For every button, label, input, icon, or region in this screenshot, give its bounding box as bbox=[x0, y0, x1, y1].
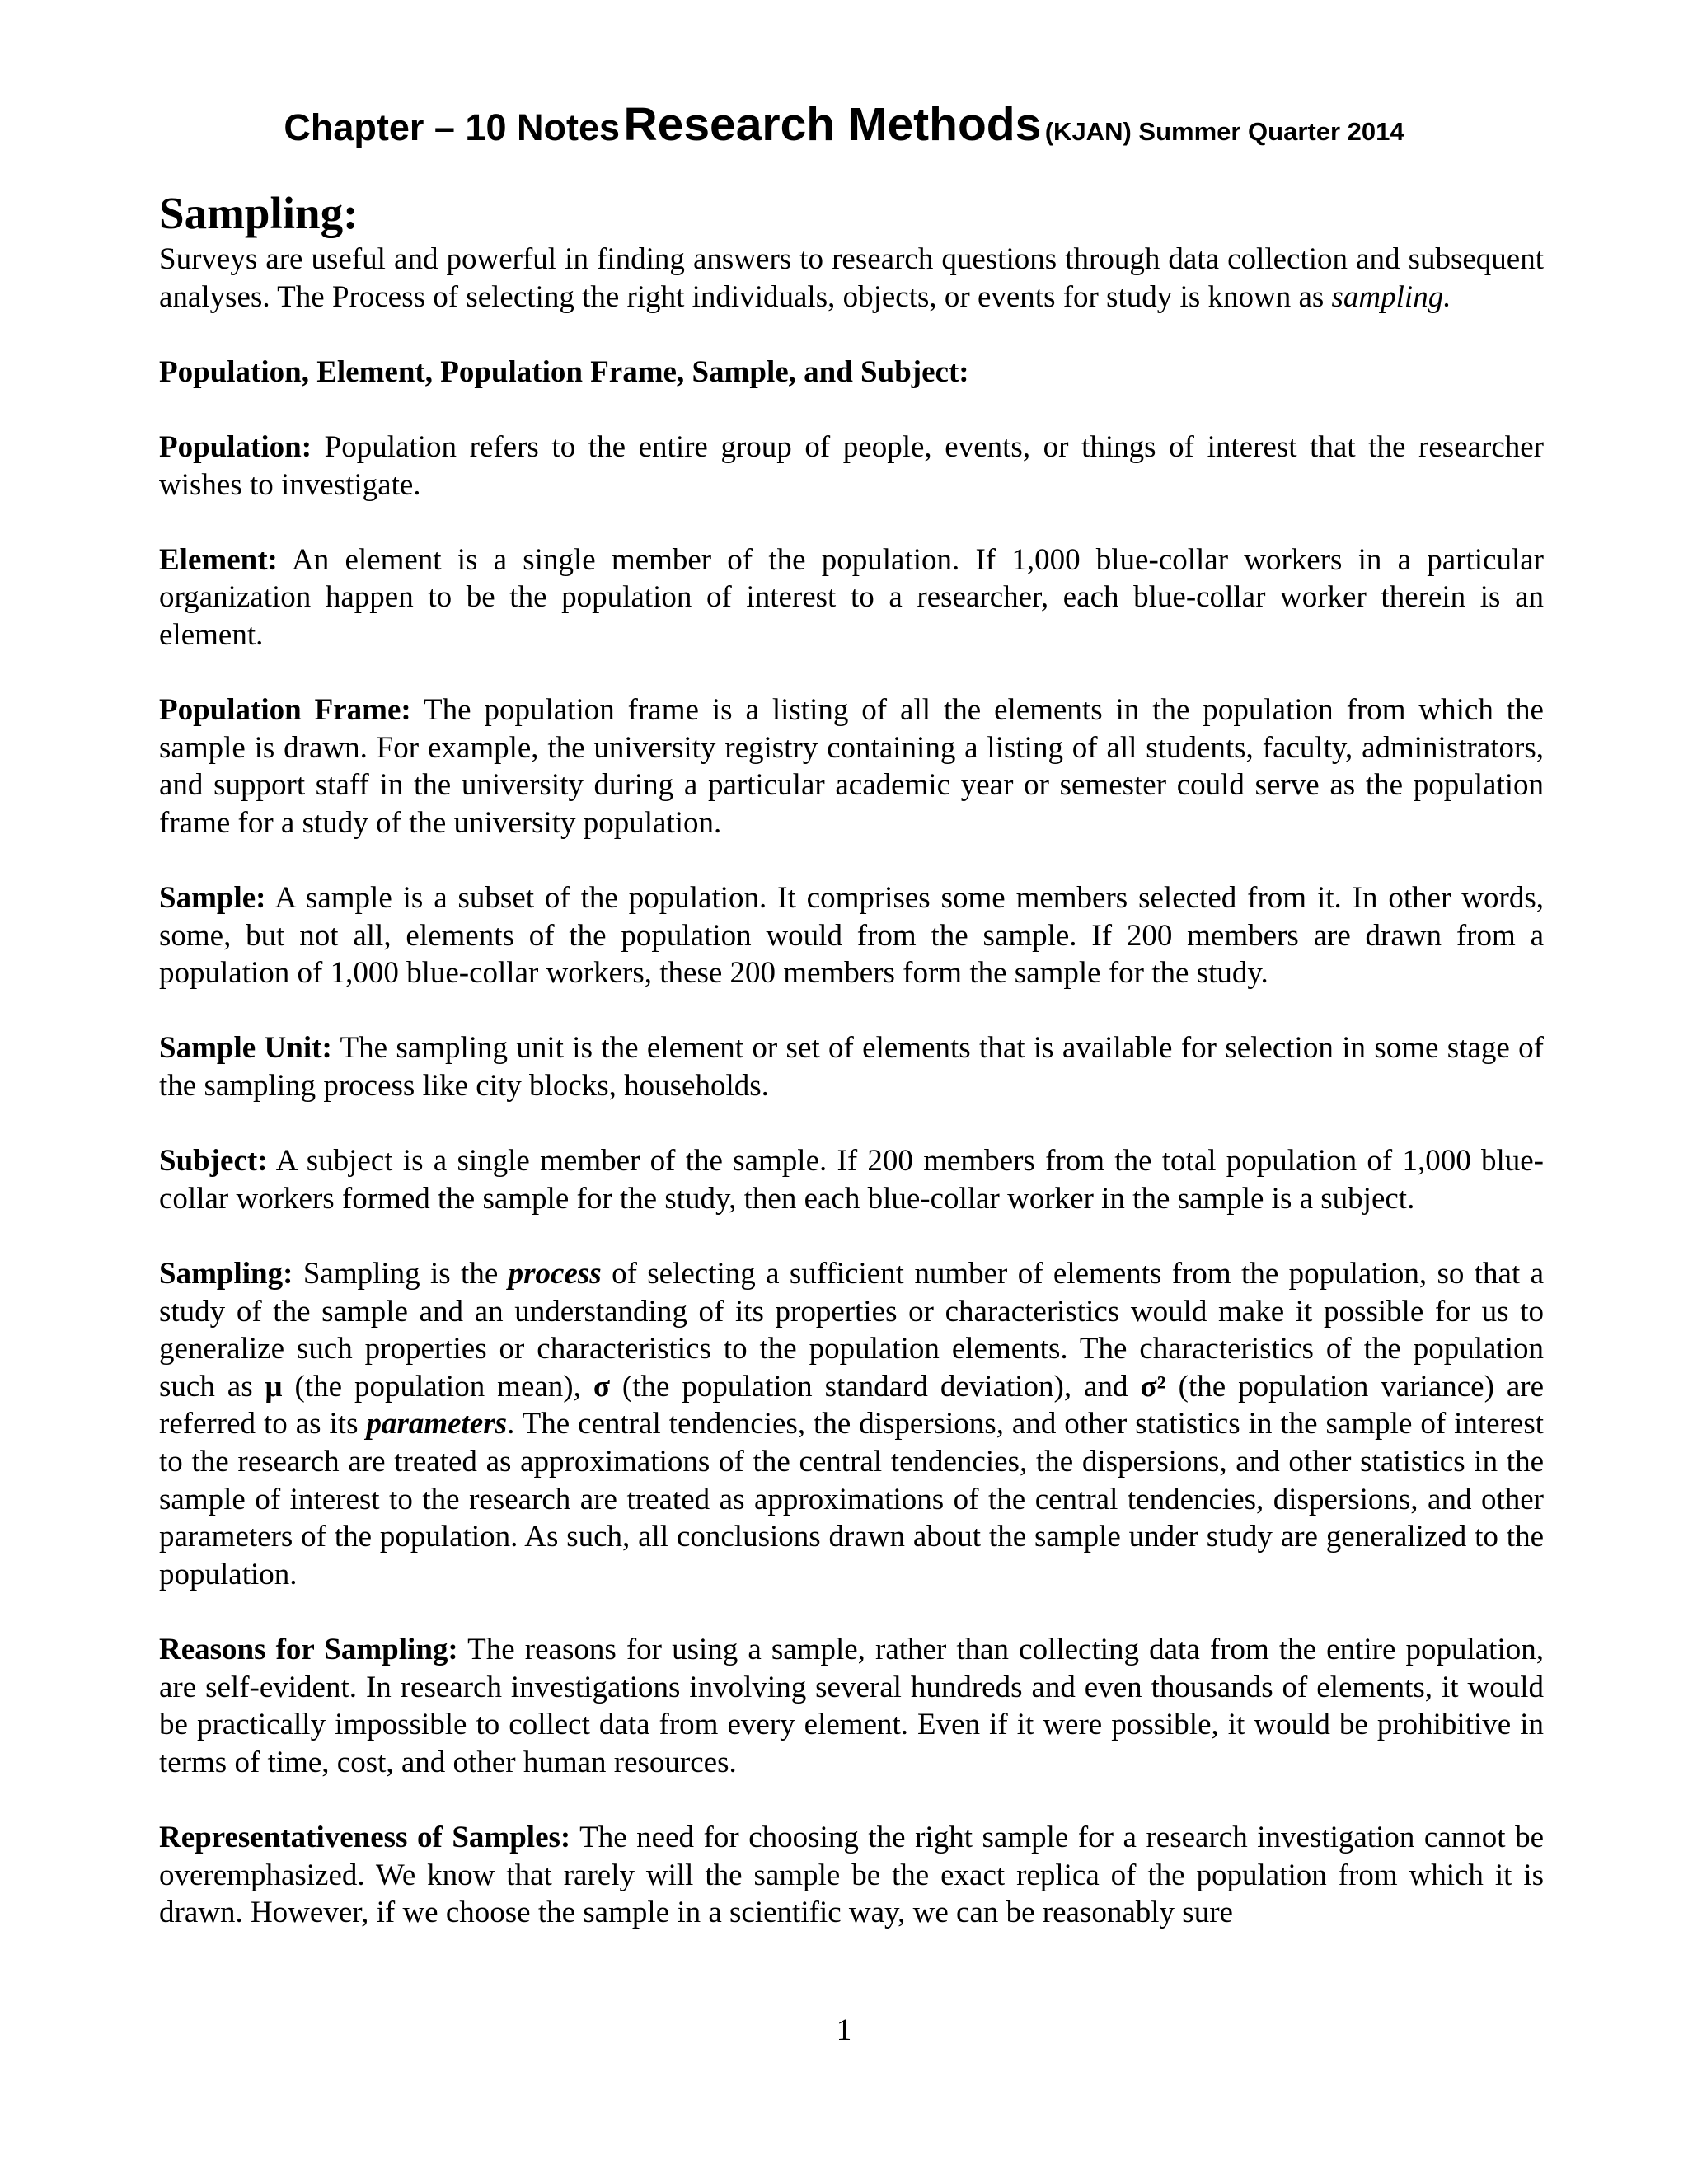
reasons-paragraph: Reasons for Sampling: The reasons for using a sample, rather than collecting data from the entire population, are self-evident. In research investigations involving several hundreds and even thousands of elements, it would be practically impossible to collect data from every element. Even if it were possible, it would be prohibitive in terms of time, cost, and other human resources. bbox=[159, 1632, 1544, 1779]
element-label: Element: bbox=[159, 542, 278, 577]
sigma-symbol: σ bbox=[593, 1369, 610, 1404]
document-body bbox=[159, 186, 1544, 1932]
sample-label: Sample: bbox=[159, 881, 266, 916]
representativeness-paragraph: Representativeness of Samples: The need for choosing the right sample for a research investigation cannot be overemphasized. We know that rarely will the sample be the exact replica of the population from which it is drawn. However, if we choose the sample in a scientific way, we can be reasonably sure bbox=[159, 1820, 1544, 1930]
intro-paragraph: Surveys are useful and powerful in finding answers to research questions through data collection and subsequent analyses. The Process of selecting the right individuals, objects, or events for study is known as sampling. bbox=[159, 242, 1544, 314]
intro-term: sampling. bbox=[1331, 279, 1451, 314]
sampling-label: Sampling: bbox=[159, 1257, 293, 1291]
mu-symbol: μ bbox=[265, 1369, 283, 1404]
sigma-squared-symbol: σ² bbox=[1140, 1369, 1166, 1404]
subject-paragraph: Subject: A subject is a single member of the sample. If 200 members from the total population of 1,000 blue-collar workers formed the sample for the study, then each blue-collar worker in the sample is a subject. bbox=[159, 1144, 1544, 1216]
page-header bbox=[0, 97, 1688, 152]
page-number: 1 bbox=[836, 2013, 852, 2047]
population-label: Population: bbox=[159, 429, 312, 464]
reasons-label: Reasons for Sampling: bbox=[159, 1632, 458, 1666]
header-term: (KJAN) Summer Quarter 2014 bbox=[1044, 117, 1404, 146]
process-term: process bbox=[508, 1257, 602, 1291]
parameters-term: parameters bbox=[366, 1407, 508, 1441]
element-paragraph: Element: An element is a single member of the population. If 1,000 blue-collar workers in a particular organization happen to be the population of interest to a researcher, each blue-collar worker therein is an element. bbox=[159, 542, 1544, 652]
sample-unit-label: Sample Unit: bbox=[159, 1031, 332, 1066]
subject-label: Subject: bbox=[159, 1144, 268, 1179]
definitions-subheading: Population, Element, Population Frame, Sample, and Subject: bbox=[159, 354, 969, 389]
population-frame-label: Population Frame: bbox=[159, 693, 411, 728]
sampling-paragraph: Sampling: Sampling is the process of selecting a sufficient number of elements from the population, so that a study of the sample and an understanding of its properties or characteristics would make it possible for us to generalize such properties or characteristics to the population elements. The characteristics of the population such as μ (the population mean), σ (the population standard deviation), and σ² (the population variance) are referred to as its parameters. The central tendencies, the dispersions, and other statistics in the sample of interest to the research are treated as approximations of the central tendencies, the dispersions, and other statistics in the sample of interest to the research are treated as approximations of the central tendencies, dispersions, and other parameters of the population. As such, all conclusions drawn about the sample under study are generalized to the population. bbox=[159, 1257, 1545, 1591]
population-paragraph: Population: Population refers to the entire group of people, events, or things of interest that the researcher wishes to investigate. bbox=[159, 429, 1544, 502]
sample-paragraph: Sample: A sample is a subset of the population. It comprises some members selected from it. In other words, some, but not all, elements of the population would from the sample. If 200 members are drawn from a population of 1,000 blue-collar workers, these 200 members form the sample for the study. bbox=[159, 881, 1544, 991]
population-frame-paragraph: Population Frame: The population frame is a listing of all the elements in the population from which the sample is drawn. For example, the university registry containing a listing of all students, faculty, administrators, and support staff in the university during a particular academic year or semester could serve as the population frame for a study of the university population. bbox=[159, 693, 1544, 840]
header-course: Research Methods bbox=[623, 98, 1042, 151]
header-chapter: Chapter – 10 Notes bbox=[284, 106, 620, 148]
sample-unit-paragraph: Sample Unit: The sampling unit is the element or set of elements that is available for selection in some stage of the sampling process like city blocks, households. bbox=[159, 1031, 1544, 1104]
section-heading-sampling: Sampling: bbox=[159, 188, 359, 238]
representativeness-label: Representativeness of Samples: bbox=[159, 1820, 571, 1854]
